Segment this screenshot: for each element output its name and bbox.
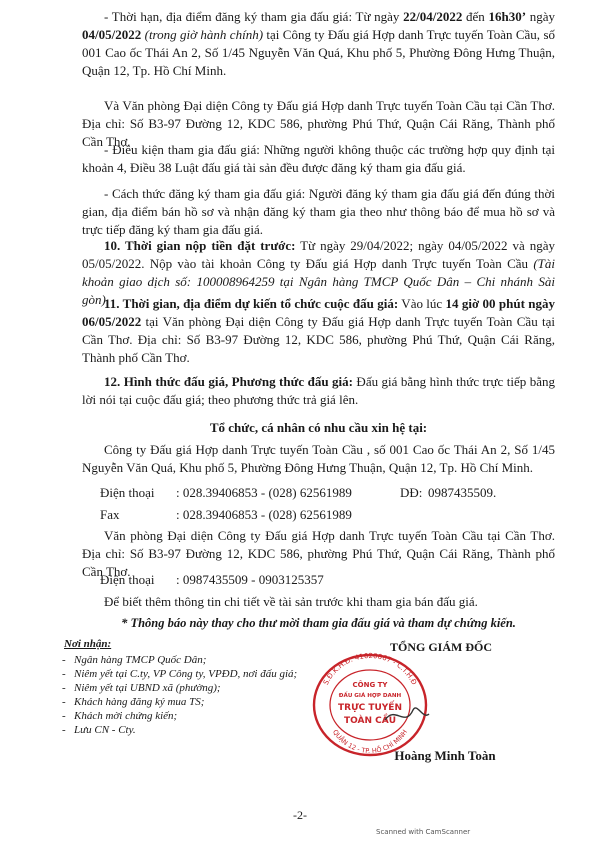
seal-bottom-text: QUẬN 12 - TP. HỒ CHÍ MINH [331, 728, 409, 756]
seal-line1: CÔNG TY [352, 681, 388, 689]
seal-line4: TOÀN CẦU [343, 716, 397, 726]
section-11-time: 14 giờ 00 phút ngày 06/05/2022 [82, 296, 556, 329]
conditions-paragraph: - Điều kiện tham gia đấu giá: Những người không thuộc các trường hợp quy định tại khoản 4, Điều 38 Luật đấu giá tài sản đều được đăng ký tham gia đấu giá. [82, 142, 555, 175]
section-11-text1: Vào lúc [398, 296, 446, 311]
mobile-value: 0987435509. [428, 485, 497, 500]
seal-line3: TRỰC TUYẾN [338, 703, 402, 713]
section-10-heading: 10. Thời gian nộp tiền đặt trước: [104, 238, 296, 253]
recipients-block [62, 637, 302, 737]
mobile-label: DĐ: [400, 485, 423, 500]
para1-mid1: đến [462, 9, 489, 24]
notice-line: * Thông báo này thay cho thư mời tham gia đấu giá và tham dự chứng kiến. [121, 616, 516, 630]
phone1-label: Điện thoại [100, 485, 155, 500]
section-11-heading: 11. Thời gian, địa điểm dự kiến tổ chức cuộc đấu giá: [104, 296, 399, 311]
seal-line2: ĐẤU GIÁ HỢP DANH [338, 693, 402, 699]
signer-name: Hoàng Minh Toàn [394, 748, 496, 763]
section-12-heading: 12. Hình thức đấu giá, Phương thức đấu giá: [104, 374, 353, 389]
phone2-value: : 0987435509 - 0903125357 [176, 572, 324, 587]
section-11-text2: tại Văn phòng Đại diện Công ty Đấu giá Hợp danh Trực tuyến Toàn Cầu tại Cần Thơ. Địa chỉ: Số B3-97 Đường 12, KDC 586, phường Phú Thứ, Quận Cái Răng, Thành phố Cần Thơ. [82, 314, 555, 365]
scanner-watermark: Scanned with CamScanner [376, 828, 471, 836]
recipient-item: - Niêm yết tại C.ty, VP Công ty, VPĐD, nơi đấu giá; [62, 667, 302, 681]
recipient-item: - Khách hàng đăng ký mua TS; [62, 695, 302, 709]
para1-date1: 22/04/2022 [403, 9, 463, 24]
seal-ring-text: S.Đ.K.H.Đ: 41020067 - C.T.H.Đ [321, 651, 419, 687]
recipient-item: - Niêm yết tại UBND xã (phường); [62, 681, 302, 695]
section-10-text: Từ ngày 29/04/2022; ngày 04/05/2022 và ngày 05/05/2022. Nộp vào tài khoản Công ty Đấu giá Hợp danh Trực tuyến Toàn Cầu [82, 238, 555, 271]
recipients-list [62, 653, 302, 737]
fax-label: Fax [100, 507, 120, 522]
recipient-item: - Khách mời chứng kiến; [62, 709, 302, 723]
method-paragraph: - Cách thức đăng ký tham gia đấu giá: Người đăng ký tham gia đấu giá đến đúng thời gian, địa điểm bán hồ sơ và nhận đăng ký tham gia theo như thông báo để mua hồ sơ và trực tiếp đăng ký tham gia đấu giá. [82, 186, 555, 237]
para1-rest: tại Công ty Đấu giá Hợp danh Trực tuyến Toàn Cầu, số 001 Cao ốc Thái An 2, Số 1/45 Nguyễn Văn Quá, Khu phố 5, Phường Đông Hưng Thuận, Quận 12, Tp. Hồ Chí Minh. [82, 27, 555, 78]
registration-time-paragraph [82, 8, 555, 80]
contact-heading: Tổ chức, cá nhân có nhu cầu xin hệ tại: [209, 420, 428, 435]
section-11 [82, 295, 555, 367]
fax-value: : 028.39406853 - (028) 62561989 [176, 507, 352, 522]
para1-mid2: ngày [526, 9, 555, 24]
para1-note: (trong giờ hành chính) [141, 27, 264, 42]
para1-lead: - Thời hạn, địa điểm đăng ký tham gia đấu giá: Từ ngày [104, 9, 404, 24]
section-12-text: Đấu giá bằng hình thức trực tiếp bằng lời nói tại cuộc đấu giá; theo phương thức trả giá lên. [82, 374, 555, 407]
recipient-item: - Ngân hàng TMCP Quốc Dân; [62, 653, 302, 667]
phone2-label: Điện thoại [100, 572, 155, 587]
office-paragraph: Và Văn phòng Đại diện Công ty Đấu giá Hợp danh Trực tuyến Toàn Cầu tại Cần Thơ. Địa chỉ: Số B3-97 Đường 12, KDC 586, phường Phú Thứ, Quận Cái Răng, Thành phố Cần Thơ. [82, 98, 555, 149]
signer-title: TỔNG GIÁM ĐỐC [390, 640, 492, 654]
recipients-heading: Nơi nhận: [64, 638, 112, 650]
info-line: Để biết thêm thông tin chi tiết về tài sản trước khi tham gia bán đấu giá. [104, 594, 478, 609]
recipient-item: - Lưu CN - Cty. [62, 723, 302, 737]
company-address: Công ty Đấu giá Hợp danh Trực tuyến Toàn Cầu , số 001 Cao ốc Thái An 2, Số 1/45 Nguyễn Văn Quá, Khu phố 5, Phường Đông Hưng Thuận, Quận 12, Tp. Hồ Chí Minh. [82, 442, 555, 475]
company-seal-icon [305, 650, 435, 760]
phone1-value: : 028.39406853 - (028) 62561989 [176, 485, 352, 500]
section-10-account: (Tài khoản giao dịch số: 100008964259 tại Ngân hàng TMCP Quốc Dân – Chi nhánh Sài gòn). [82, 256, 555, 307]
para1-time1: 16h30’ [488, 9, 527, 24]
office-address: Văn phòng Đại diện Công ty Đấu giá Hợp danh Trực tuyến Toàn Cầu tại Cần Thơ. Địa chỉ: Số B3-97 Đường 12, KDC 586, phường Phú Thứ, Quận Cái Răng, Thành phố Cần Thơ. [82, 528, 555, 579]
para1-date2: 04/05/2022 [82, 27, 142, 42]
page-number: -2- [293, 808, 307, 822]
section-12 [82, 373, 555, 409]
